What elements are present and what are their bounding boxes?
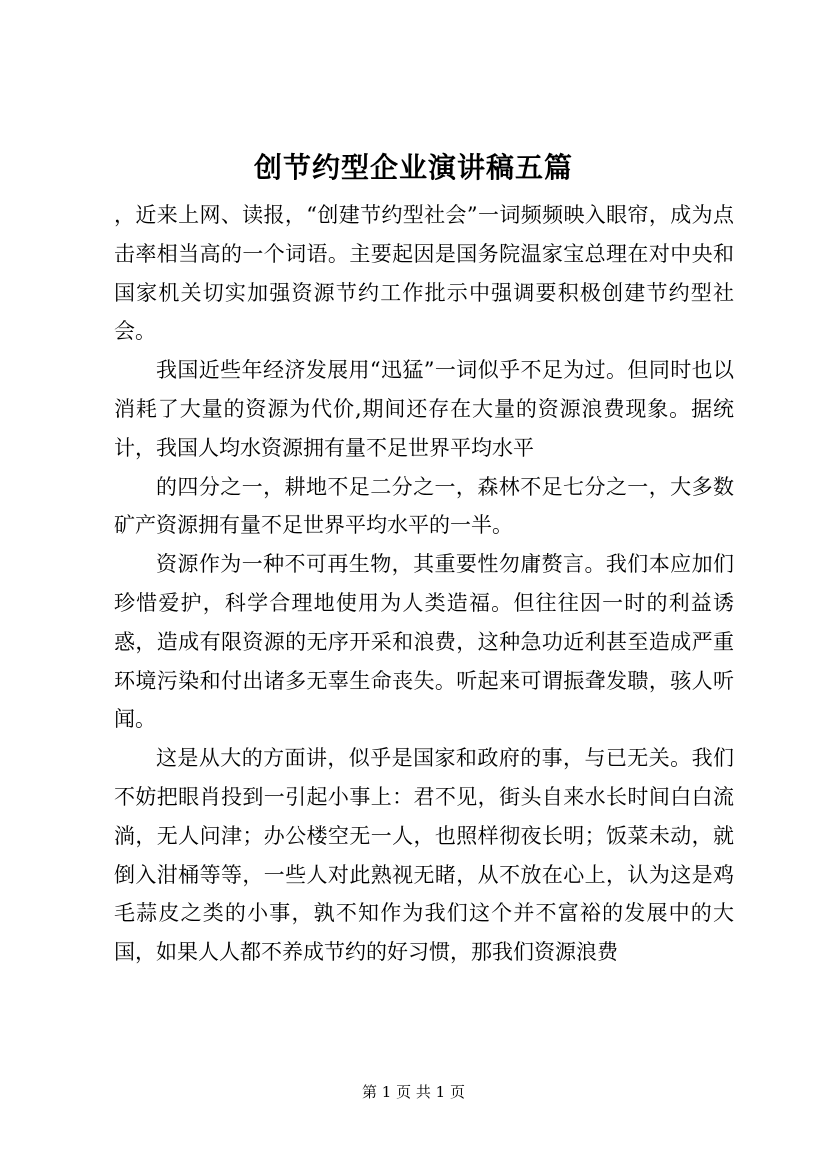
- paragraph: ，近来上网、读报，“创建节约型社会”一词频频映入眼帘，成为点击率相当高的一个词语。主要起因是国务院温家宝总理在对中央和国家机关切实加强资源节约工作批示中强调要积极创建节约型社会。: [114, 203, 734, 344]
- document-title: 创节约型企业演讲稿五篇: [253, 151, 573, 184]
- paragraph: 资源作为一种不可再生物，其重要性勿庸赘言。我们本应加们珍惜爱护，科学合理地使用为人类造福。但往往因一时的利益诱惑，造成有限资源的无序开采和浪费，这种急功近利甚至造成严重环境污染和付出诸多无辜生命丧失。听起来可谓振聋发聩，骇人听闻。: [114, 552, 734, 732]
- paragraph: 这是从大的方面讲，似乎是国家和政府的事，与已无关。我们不妨把眼肖投到一引起小事上：君不见，街头自来水长时间白白流淌，无人问津；办公楼空无一人，也照样彻夜长明；饭菜未动，就倒入泔桶等等，一些人对此熟视无睹，从不放在心上，认为这是鸡毛蒜皮之类的小事，孰不知作为我们这个并不富裕的发展中的大国，如果人人都不养成节约的好习惯，那我们资源浪费: [114, 746, 734, 965]
- paragraph: 我国近些年经济发展用“迅猛”一词似乎不足为过。但同时也以消耗了大量的资源为代价,期间还存在大量的资源浪费现象。据统计，我国人均水资源拥有量不足世界平均水平: [114, 358, 734, 460]
- document-body: [114, 196, 734, 972]
- page-footer: 第 1 页 共 1 页: [362, 1083, 465, 1101]
- paragraph: 的四分之一，耕地不足二分之一，森林不足七分之一，大多数矿产资源拥有量不足世界平均水平的一半。: [114, 474, 734, 538]
